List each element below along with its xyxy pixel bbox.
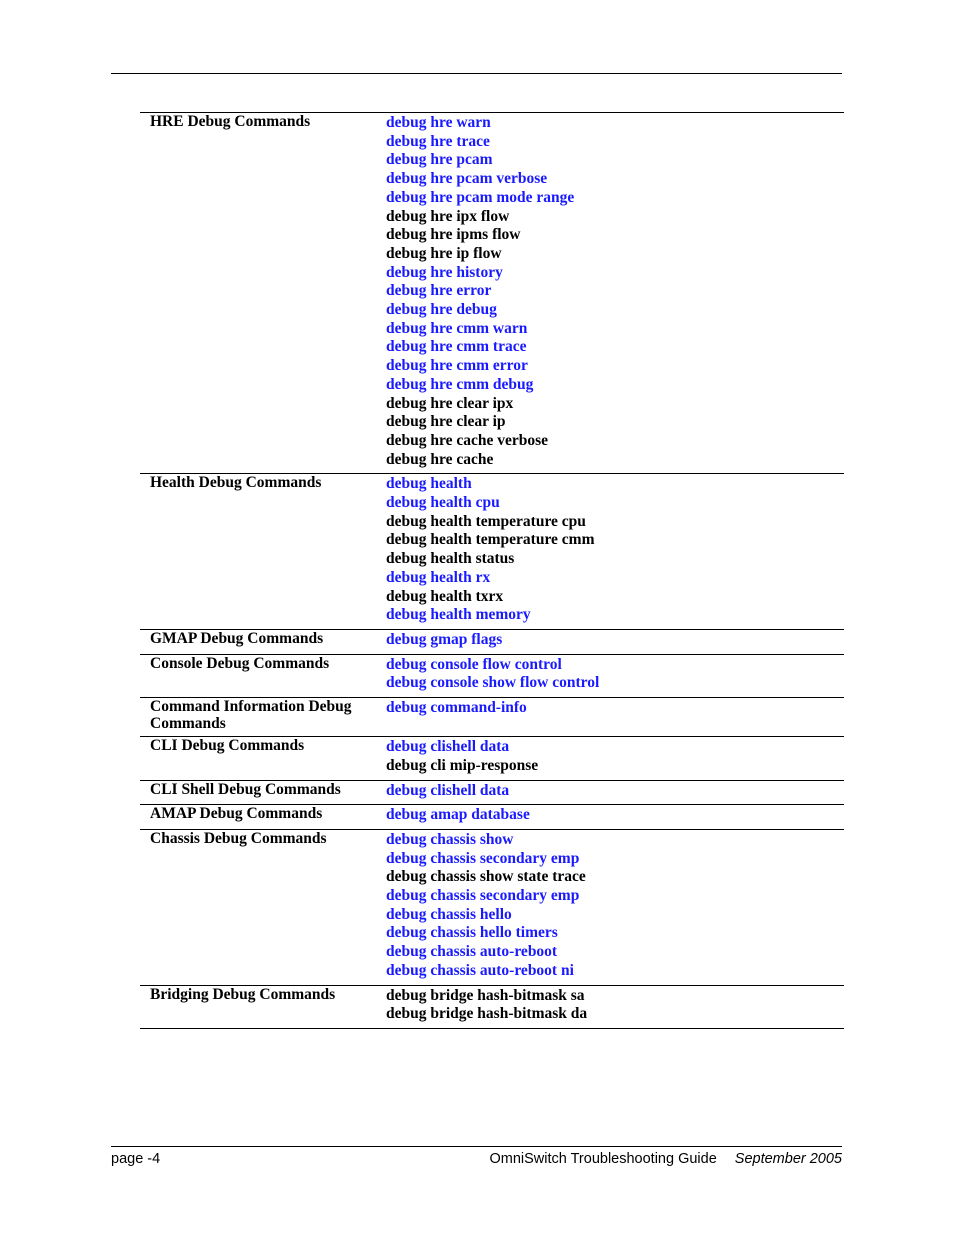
command-list (377, 654, 844, 697)
category-label: Command Information Debug Commands (150, 698, 352, 732)
category-label: Health Debug Commands (150, 474, 322, 492)
command-link[interactable]: debug hre pcam verbose (386, 170, 548, 188)
command-link[interactable]: debug hre error (386, 282, 492, 300)
page-number: page -4 (111, 1151, 161, 1167)
command-link[interactable]: debug console flow control (386, 655, 562, 673)
command-text: debug health status (386, 550, 515, 568)
debug-commands-table (140, 112, 844, 1029)
command-text: debug hre cache (386, 450, 494, 468)
command-text: debug cli mip-response (386, 756, 539, 774)
category-label: HRE Debug Commands (150, 113, 311, 130)
command-link[interactable]: debug chassis show (386, 830, 514, 848)
command-link[interactable]: debug clishell data (386, 781, 510, 799)
command-link[interactable]: debug health (386, 475, 472, 493)
category-label: GMAP Debug Commands (150, 629, 324, 647)
command-link[interactable]: debug command-info (386, 699, 527, 717)
category-label: Bridging Debug Commands (150, 985, 336, 1003)
category-label: AMAP Debug Commands (150, 805, 323, 823)
command-link[interactable]: debug hre cmm trace (386, 338, 527, 356)
footer-rule (111, 1146, 842, 1147)
command-link[interactable]: debug hre pcam mode range (386, 188, 575, 206)
command-text: debug health temperature cpu (386, 512, 586, 530)
command-link[interactable]: debug hre cmm warn (386, 319, 528, 337)
command-link[interactable]: debug amap database (386, 806, 530, 824)
category-label: Chassis Debug Commands (150, 829, 327, 847)
command-text: debug bridge hash-bitmask sa (386, 986, 585, 1004)
command-link[interactable]: debug hre history (386, 263, 503, 281)
command-link[interactable]: debug health cpu (386, 494, 500, 512)
command-link[interactable]: debug gmap flags (386, 630, 503, 648)
command-list (377, 985, 844, 1028)
command-list (377, 113, 844, 474)
command-link[interactable]: debug health rx (386, 568, 491, 586)
command-link[interactable]: debug hre pcam (386, 151, 493, 169)
command-link[interactable]: debug chassis auto-reboot (386, 943, 558, 961)
command-list (377, 805, 844, 830)
table-row (140, 698, 844, 737)
table-body (140, 113, 844, 1029)
command-text: debug health temperature cmm (386, 531, 595, 549)
table-row (140, 985, 844, 1028)
table-row (140, 805, 844, 830)
command-link[interactable]: debug chassis hello timers (386, 924, 558, 942)
command-link[interactable]: debug hre cmm debug (386, 375, 534, 393)
category-label: CLI Debug Commands (150, 737, 305, 755)
category-label: Console Debug Commands (150, 654, 330, 672)
command-list (377, 829, 844, 985)
command-list (377, 698, 844, 737)
command-text: debug hre ipms flow (386, 226, 521, 244)
footer-info (489, 1151, 842, 1167)
command-link[interactable]: debug clishell data (386, 738, 510, 756)
publication-date: September 2005 (734, 1151, 842, 1167)
command-text: debug health txrx (386, 587, 504, 605)
table-row (140, 829, 844, 985)
command-list (377, 780, 844, 805)
command-link[interactable]: debug console show flow control (386, 674, 600, 692)
command-link[interactable]: debug hre debug (386, 301, 497, 319)
table-row (140, 474, 844, 630)
command-text: debug hre cache verbose (386, 431, 549, 449)
command-link[interactable]: debug hre trace (386, 132, 490, 150)
command-text: debug chassis show state trace (386, 868, 586, 886)
category-label: CLI Shell Debug Commands (150, 780, 341, 798)
table-row (140, 113, 844, 474)
table-row (140, 737, 844, 780)
command-link[interactable]: debug hre warn (386, 114, 491, 131)
command-link[interactable]: debug chassis secondary emp (386, 849, 580, 867)
table-row (140, 654, 844, 697)
command-link[interactable]: debug hre cmm error (386, 357, 528, 375)
table-row (140, 629, 844, 654)
table-row (140, 780, 844, 805)
command-text: debug hre clear ipx (386, 394, 514, 412)
command-text: debug hre clear ip (386, 413, 506, 431)
command-text: debug hre ip flow (386, 244, 502, 262)
guide-title: OmniSwitch Troubleshooting Guide (489, 1151, 717, 1167)
command-text: debug hre ipx flow (386, 207, 510, 225)
command-list (377, 474, 844, 630)
command-list (377, 737, 844, 780)
header-rule (111, 73, 842, 74)
command-link[interactable]: debug chassis secondary emp (386, 887, 580, 905)
command-link[interactable]: debug chassis hello (386, 905, 512, 923)
command-text: debug bridge hash-bitmask da (386, 1005, 588, 1023)
command-list (377, 629, 844, 654)
command-link[interactable]: debug health memory (386, 606, 531, 624)
command-link[interactable]: debug chassis auto-reboot ni (386, 961, 574, 979)
